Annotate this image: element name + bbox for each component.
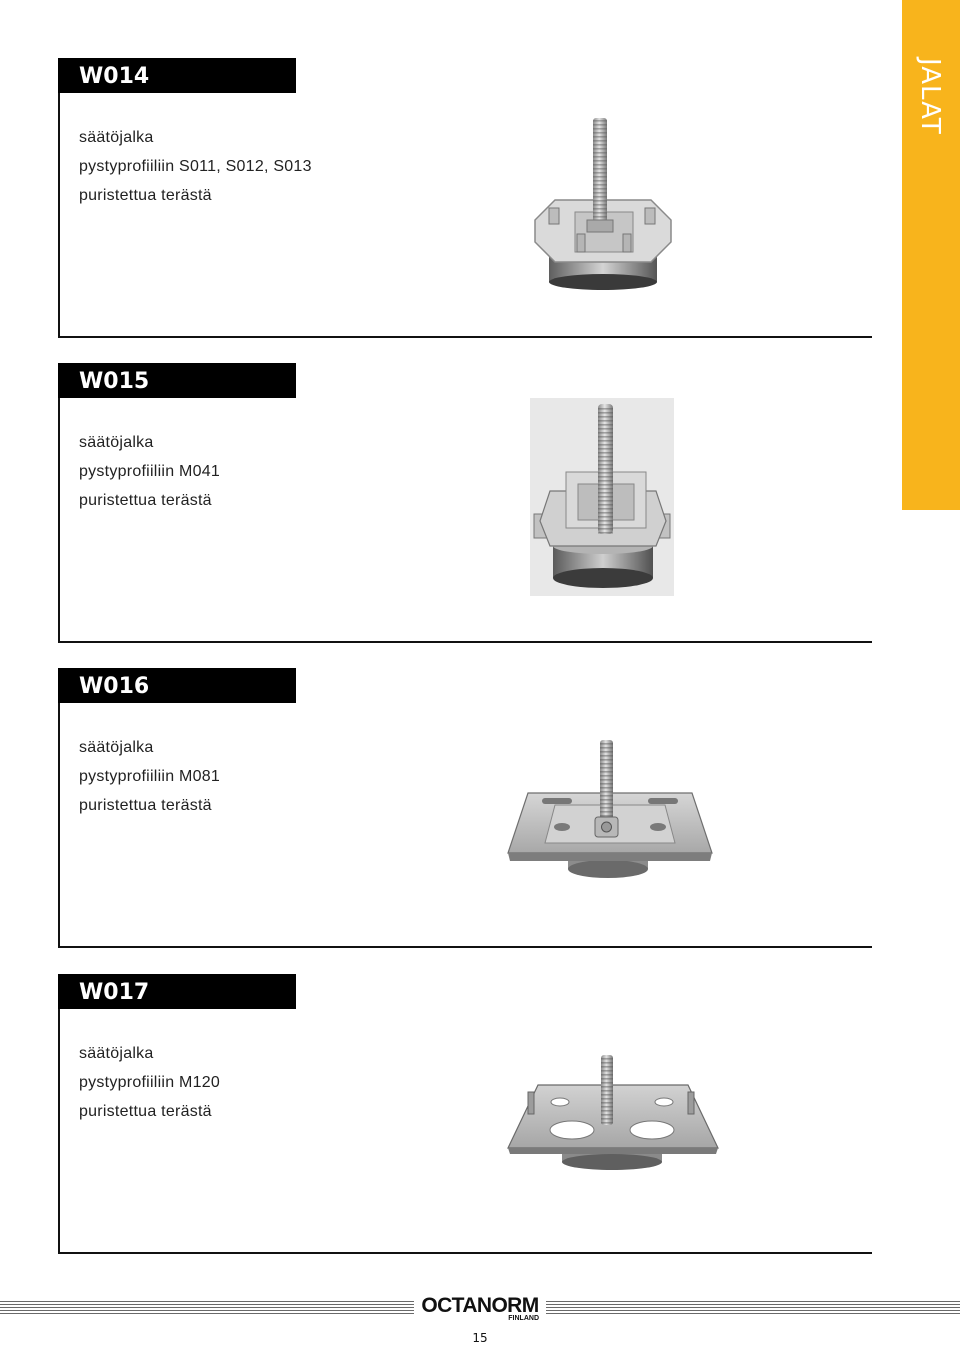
product-type: säätöjalka — [79, 1045, 154, 1062]
product-compatibility: pystyprofiiliin S011, S012, S013 — [79, 158, 312, 175]
footer-stripes-left — [0, 1301, 414, 1315]
product-description — [79, 428, 220, 515]
product-description — [79, 1039, 220, 1126]
section-left-rule — [58, 363, 60, 643]
side-tab-label: JALAT — [915, 58, 945, 135]
product-compatibility: pystyprofiiliin M120 — [79, 1074, 221, 1091]
section-bottom-rule — [58, 641, 872, 643]
section-bottom-rule — [58, 1252, 872, 1254]
section-left-rule — [58, 58, 60, 338]
section-bottom-rule — [58, 946, 872, 948]
section-left-rule — [58, 974, 60, 1254]
product-code-bar — [58, 668, 296, 703]
product-type: säätöjalka — [79, 739, 154, 756]
threaded-rod — [598, 404, 613, 534]
product-photo-w015 — [528, 396, 676, 598]
product-compatibility: pystyprofiiliin M081 — [79, 768, 221, 785]
product-description — [79, 123, 312, 210]
threaded-rod — [595, 740, 618, 837]
product-material: puristettua terästä — [79, 492, 212, 509]
product-photo-w016 — [500, 735, 720, 885]
product-material: puristettua terästä — [79, 1103, 212, 1120]
side-tab — [902, 0, 960, 510]
product-section-w017 — [58, 974, 872, 1254]
product-code: W017 — [79, 980, 150, 1005]
product-section-w015 — [58, 363, 872, 643]
product-photo-w017 — [500, 1050, 725, 1175]
product-code-bar — [58, 974, 296, 1009]
product-type: säätöjalka — [79, 434, 154, 451]
product-code: W014 — [79, 64, 150, 89]
product-material: puristettua terästä — [79, 187, 212, 204]
product-type: säätöjalka — [79, 129, 154, 146]
brand-logo: OCTANORM — [421, 1294, 539, 1317]
product-material: puristettua terästä — [79, 797, 212, 814]
product-photo-w014 — [527, 112, 677, 297]
product-code-bar — [58, 363, 296, 398]
product-section-w016 — [58, 668, 872, 948]
brand-logo-subtitle: FINLAND — [508, 1315, 539, 1322]
product-compatibility: pystyprofiiliin M041 — [79, 463, 221, 480]
page-number: 15 — [472, 1331, 488, 1345]
section-left-rule — [58, 668, 60, 948]
product-section-w014 — [58, 58, 872, 338]
product-code: W016 — [79, 674, 150, 699]
product-code: W015 — [79, 369, 150, 394]
section-bottom-rule — [58, 336, 872, 338]
threaded-rod — [601, 1055, 613, 1125]
product-description — [79, 733, 220, 820]
footer-stripes-right — [546, 1301, 960, 1315]
product-code-bar — [58, 58, 296, 93]
